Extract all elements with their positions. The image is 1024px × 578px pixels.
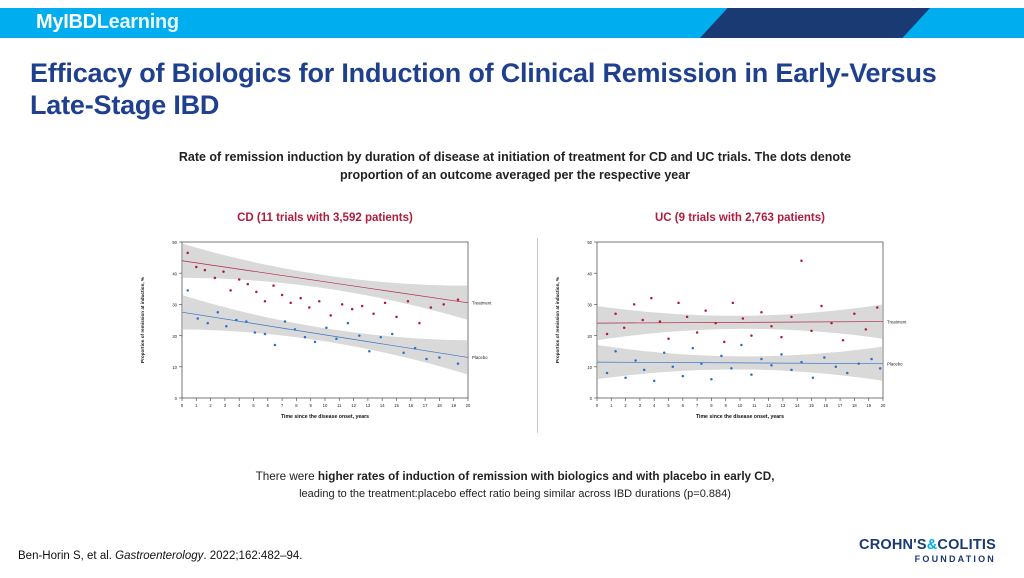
svg-text:7: 7 [280, 403, 284, 408]
svg-text:20: 20 [172, 333, 177, 339]
svg-text:18: 18 [437, 403, 442, 408]
svg-text:Proportion of remission at ind: Proportion of remission at induction, % [555, 276, 560, 364]
svg-text:20: 20 [587, 333, 592, 339]
svg-text:9: 9 [724, 403, 727, 408]
citation-authors: Ben-Horin S, et al. [18, 550, 116, 562]
svg-text:Proportion of remission at ind: Proportion of remission at induction, % [140, 276, 145, 364]
svg-text:1: 1 [610, 403, 613, 408]
scatter-plot-uc [545, 232, 935, 432]
svg-text:1: 1 [195, 403, 198, 408]
chart-panel-uc [545, 212, 935, 432]
svg-text:50: 50 [172, 240, 177, 246]
svg-text:5: 5 [252, 403, 255, 408]
svg-text:16: 16 [408, 403, 414, 408]
svg-text:19: 19 [451, 403, 457, 408]
foundation-logo-line1 [859, 538, 996, 553]
svg-text:17: 17 [422, 403, 428, 408]
svg-text:Treatment: Treatment [472, 300, 492, 306]
brand-logo-learning: Learning [96, 11, 179, 33]
chart-title-uc: UC (9 trials with 2,763 patients) [655, 212, 825, 224]
svg-text:4: 4 [653, 403, 656, 408]
brand-logo-ibd: IBD [63, 11, 97, 33]
chart-title-cd: CD (11 trials with 3,592 patients) [237, 212, 413, 224]
svg-text:30: 30 [172, 302, 177, 308]
svg-text:20: 20 [465, 403, 471, 408]
foundation-crohns: CROHN'S [859, 537, 927, 554]
svg-text:40: 40 [172, 271, 177, 277]
svg-text:20: 20 [880, 403, 886, 408]
citation-details: . 2022;162:482–94. [203, 550, 303, 562]
svg-text:2: 2 [209, 403, 212, 408]
plot-area-cd [130, 232, 520, 432]
svg-text:15: 15 [809, 403, 814, 408]
svg-text:10: 10 [322, 403, 328, 408]
svg-text:10: 10 [172, 365, 177, 370]
conclusion-line2: leading to the treatment:placebo effect ratio being similar across IBD durations (p=0.884) [299, 487, 731, 500]
svg-text:18: 18 [852, 403, 857, 408]
svg-text:17: 17 [837, 403, 843, 408]
svg-text:19: 19 [866, 403, 872, 408]
foundation-logo-line2: FOUNDATION [914, 553, 996, 564]
svg-text:5: 5 [667, 403, 670, 408]
scatter-plot-cd [130, 232, 520, 432]
chart-panel-cd [130, 212, 520, 432]
brand-logo [36, 11, 179, 34]
svg-text:3: 3 [638, 403, 642, 408]
svg-text:14: 14 [379, 403, 385, 408]
svg-text:10: 10 [737, 403, 743, 408]
svg-text:13: 13 [780, 403, 786, 408]
foundation-ampersand: & [926, 537, 938, 554]
foundation-logo [859, 538, 996, 564]
svg-text:6: 6 [266, 403, 269, 408]
svg-text:9: 9 [309, 403, 312, 408]
svg-text:12: 12 [766, 403, 771, 408]
svg-text:8: 8 [710, 403, 713, 408]
svg-text:30: 30 [587, 302, 592, 308]
brand-logo-my: My [36, 11, 64, 33]
svg-text:15: 15 [394, 403, 399, 408]
svg-text:Placebo: Placebo [887, 361, 903, 367]
svg-text:7: 7 [695, 403, 699, 408]
citation-journal: Gastroenterology [115, 550, 204, 562]
svg-text:Treatment: Treatment [887, 319, 907, 325]
svg-text:50: 50 [587, 240, 592, 246]
citation [18, 550, 303, 562]
svg-text:13: 13 [365, 403, 371, 408]
svg-text:Time since the disease onset,: Time since the disease onset, years [280, 414, 370, 420]
chart-caption: Rate of remission induction by duration of disease at initiation of treatment for CD and UC trials. The dots denote proportion of an outcome averaged per the respective year [178, 150, 852, 183]
conclusion-line1-pre: There were [255, 470, 318, 483]
svg-text:4: 4 [238, 403, 241, 408]
svg-text:14: 14 [794, 403, 800, 408]
svg-text:11: 11 [752, 403, 757, 408]
foundation-colitis: COLITIS [937, 537, 996, 554]
svg-text:12: 12 [351, 403, 356, 408]
svg-text:2: 2 [624, 403, 627, 408]
svg-text:0: 0 [180, 403, 184, 408]
svg-text:16: 16 [823, 403, 829, 408]
panel-divider [537, 238, 538, 433]
svg-text:0: 0 [589, 396, 592, 402]
conclusion-text [150, 468, 880, 502]
plot-area-uc [545, 232, 935, 432]
svg-text:0: 0 [595, 403, 599, 408]
svg-text:Time since the disease onset,: Time since the disease onset, years [695, 414, 785, 420]
conclusion-line1-bold: higher rates of induction of remission with biologics and with placebo in early CD, [317, 470, 775, 483]
svg-text:11: 11 [337, 403, 342, 408]
svg-text:0: 0 [174, 396, 177, 402]
svg-text:6: 6 [681, 403, 684, 408]
svg-text:8: 8 [295, 403, 298, 408]
svg-text:3: 3 [223, 403, 227, 408]
page-title: Efficacy of Biologics for Induction of Clinical Remission in Early-Versus Late-Stage IBD [30, 58, 937, 120]
svg-text:Placebo: Placebo [472, 355, 488, 361]
svg-text:40: 40 [587, 271, 592, 277]
svg-text:10: 10 [587, 365, 592, 370]
header-accent-shape [700, 8, 930, 38]
